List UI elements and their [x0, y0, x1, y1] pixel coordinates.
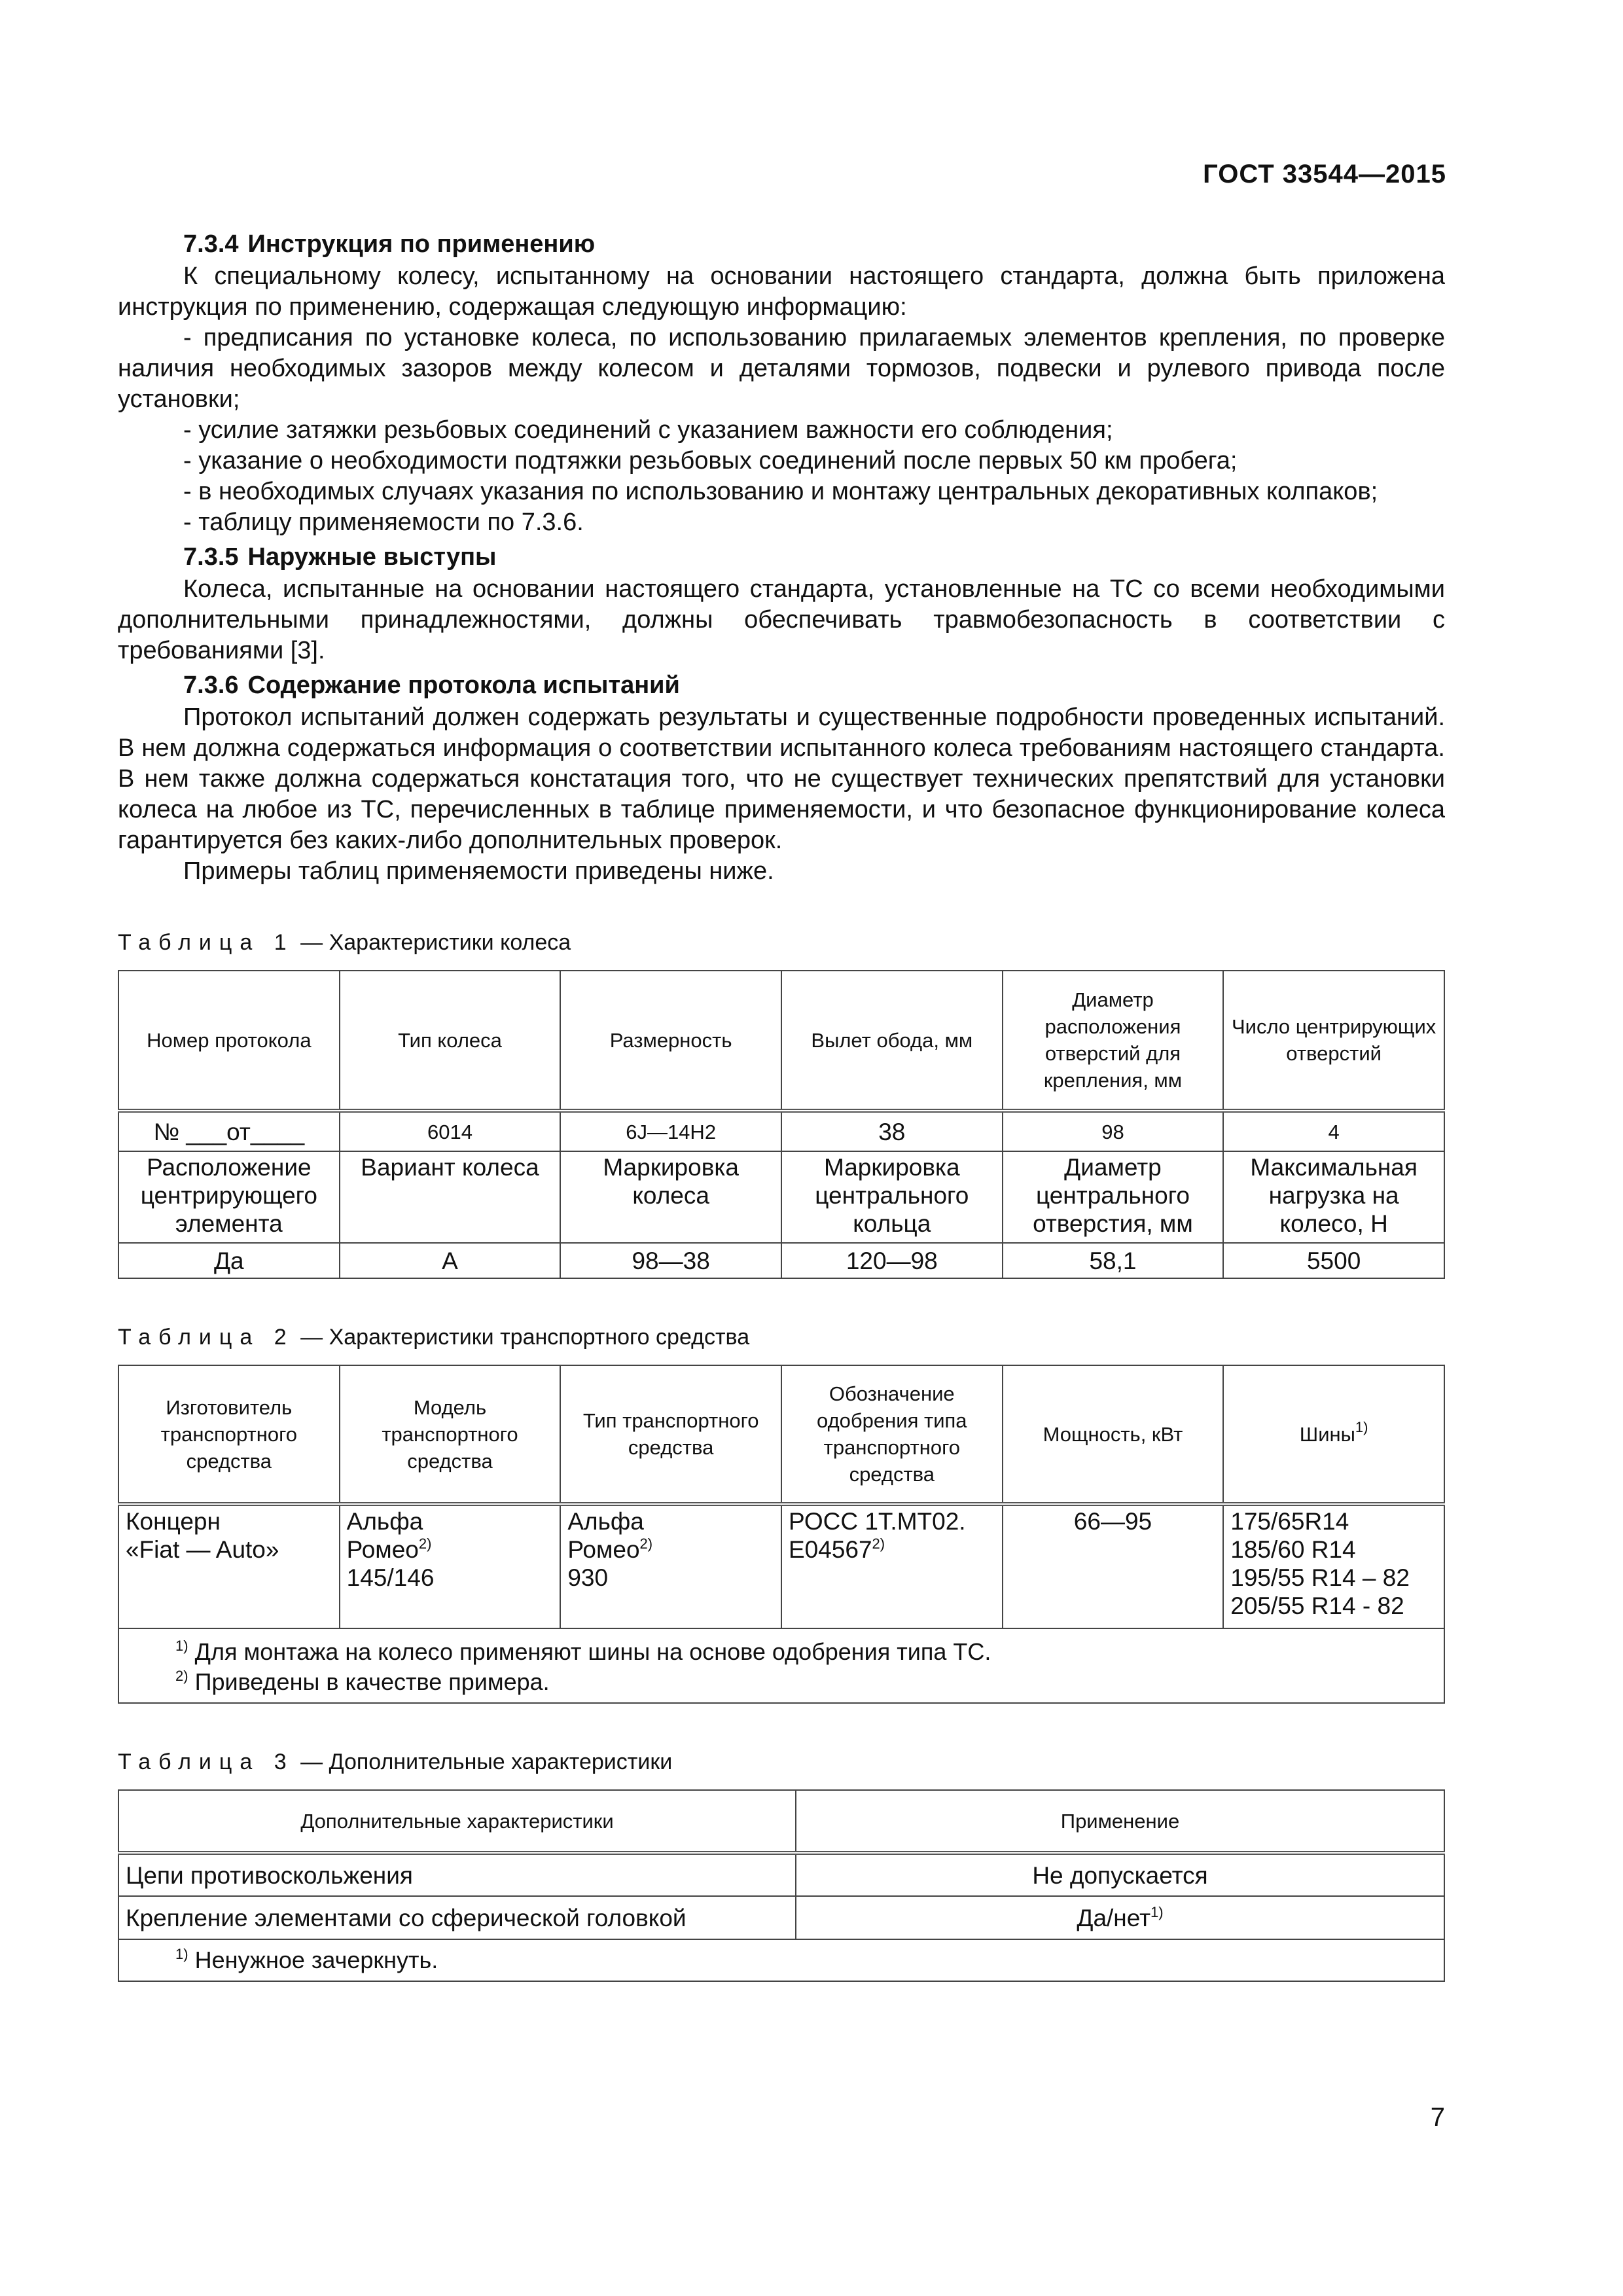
cell-line: РОСС 1Т.МТ02. [788, 1508, 966, 1535]
table-header-cell: Число центрирующих отверстий [1223, 971, 1444, 1111]
table-cell-power: 66—95 [1003, 1504, 1224, 1628]
table-footnote-row [118, 1939, 1444, 1981]
table-header-cell: Диаметр центрального отверстия, мм [1003, 1151, 1224, 1243]
section-title: Наружные выступы [247, 543, 497, 571]
table-header-cell: Номер протокола [118, 971, 340, 1111]
section-number: 7.3.6 [183, 672, 239, 699]
table-header-cell: Вариант колеса [340, 1151, 561, 1243]
table-cell: 6J—14H2 [560, 1111, 781, 1151]
table-title: — Характеристики транспортного средства [300, 1325, 750, 1350]
table-footnotes [118, 1628, 1444, 1703]
cell-line [567, 1535, 774, 1564]
table-header-cell: Тип транспортного средства [560, 1365, 781, 1504]
cell-line: Альфа [346, 1508, 423, 1535]
cell-line: 145/146 [346, 1564, 435, 1591]
table-header-row [118, 1365, 1444, 1504]
paragraph: Примеры таблиц применяемости приведены ниже. [183, 857, 774, 885]
table-header-cell: Маркировка колеса [560, 1151, 781, 1243]
table-title: — Характеристики колеса [300, 930, 571, 955]
table-subheader-row [118, 1151, 1444, 1243]
cell-line: 930 [567, 1564, 609, 1591]
table-caption [118, 1747, 1445, 1778]
table-header-cell: Вылет обода, мм [781, 971, 1003, 1111]
table-header-row [118, 971, 1444, 1111]
table-header-cell: Мощность, кВт [1003, 1365, 1224, 1504]
table-cell: 5500 [1223, 1243, 1444, 1278]
table-header-cell: Маркировка центрального кольца [781, 1151, 1003, 1243]
footnote-mark: 1) [1355, 1418, 1368, 1435]
table-cell: 98—38 [560, 1243, 781, 1278]
cell-line: 185/60 R14 [1230, 1536, 1356, 1563]
approval-code: Е04567 [788, 1536, 872, 1563]
footnote-mark: 2) [639, 1535, 653, 1552]
paragraph: Протокол испытаний должен содержать результаты и существенные подробности проведенных испытаний. В нем должна содержаться информация о соответствии испытанного колеса требованиям настоящего стандарта. В нем также должна содержаться констатация того, что не существует технических препятствий для установки колеса на любое из ТС, перечисленных в таблице применяемости, и что безопасное функционирование колеса гарантируется без каких-либо дополнительных проверок. [118, 704, 1445, 854]
table-cell-tires [1223, 1504, 1444, 1628]
footnote-text: Для монтажа на колесо применяют шины на основе одобрения типа ТС. [194, 1638, 991, 1665]
footnote [175, 1637, 1431, 1667]
footnote-mark: 2) [418, 1535, 432, 1552]
section-title-7-3-6 [118, 670, 1445, 701]
table-header-cell: Максимальная нагрузка на колесо, Н [1223, 1151, 1444, 1243]
table-row [118, 1853, 1444, 1896]
footnote [175, 1667, 1431, 1697]
cell-line: «Fiat — Auto» [126, 1536, 279, 1563]
table-cell: 120—98 [781, 1243, 1003, 1278]
table-label: Таблица 3 [118, 1749, 294, 1774]
footnote-mark: 1) [175, 1946, 188, 1962]
table-cell: Да [118, 1243, 340, 1278]
cell-line: Концерн [126, 1508, 221, 1535]
table-cell: № ___от____ [118, 1111, 340, 1151]
section-number: 7.3.4 [183, 230, 239, 258]
footnote-mark: 2) [175, 1668, 188, 1684]
tires-header: Шины [1299, 1422, 1355, 1446]
table-footnotes [118, 1939, 1444, 1981]
cell-line: 195/55 R14 – 82 [1230, 1564, 1410, 1591]
table-row [118, 1111, 1444, 1151]
list-item: - указание о необходимости подтяжки резьбовых соединений после первых 50 км пробега; [183, 447, 1238, 475]
table-cell-approval [781, 1504, 1003, 1628]
table-cell: 6014 [340, 1111, 561, 1151]
document-id: ГОСТ 33544—2015 [1203, 160, 1446, 188]
paragraph: Колеса, испытанные на основании настоящего стандарта, установленные на ТС со всеми необходимыми дополнительными принадлежностями, должны обеспечивать травмобезопасность в соответствии с требованиями [3]. [118, 575, 1445, 664]
table-header-cell: Дополнительные характеристики [118, 1790, 796, 1853]
page-number: 7 [1430, 2103, 1445, 2132]
list-item: - предписания по установке колеса, по использованию прилагаемых элементов крепления, по проверке наличия необходимых зазоров между колесом и деталями тормозов, подвески и рулевого привода после установки; [118, 324, 1445, 413]
list-item: - таблицу применяемости по 7.3.6. [183, 509, 584, 536]
type-name: Ромео [567, 1536, 640, 1563]
table-caption [118, 1322, 1445, 1353]
section-number: 7.3.5 [183, 543, 239, 571]
cell-line [347, 1535, 554, 1564]
footnote-mark: 1) [175, 1638, 188, 1654]
table-caption [118, 927, 1445, 958]
table-label: Таблица 1 [118, 930, 294, 955]
table-cell: Крепление элементами со сферической головкой [118, 1896, 796, 1939]
footnote-mark: 1) [1150, 1903, 1164, 1920]
cell-line [789, 1535, 995, 1564]
footnote-text: Ненужное зачеркнуть. [194, 1946, 438, 1973]
table-cell-model [340, 1504, 561, 1628]
table-vehicle-characteristics [118, 1365, 1445, 1704]
table-header-row [118, 1790, 1444, 1853]
table-header-cell: Диаметр расположения отверстий для крепления, мм [1003, 971, 1224, 1111]
cell-line: 205/55 R14 - 82 [1230, 1592, 1404, 1619]
section-title: Содержание протокола испытаний [247, 672, 680, 699]
cell-line: 175/65R14 [1230, 1508, 1349, 1535]
table-cell: А [340, 1243, 561, 1278]
table-cell: Цепи противоскольжения [118, 1853, 796, 1896]
footnote-mark: 2) [872, 1535, 885, 1552]
table-row [118, 1896, 1444, 1939]
table-cell-maker [118, 1504, 340, 1628]
table-header-cell: Применение [796, 1790, 1444, 1853]
table-header-cell: Модель транспортного средства [340, 1365, 561, 1504]
table-header-cell: Тип колеса [340, 971, 561, 1111]
table-header-cell: Размерность [560, 971, 781, 1111]
table-header-cell: Обозначение одобрения типа транспортного средства [781, 1365, 1003, 1504]
list-item: - в необходимых случаях указания по использованию и монтажу центральных декоративных колпаков; [183, 478, 1378, 505]
footnote-text: Приведены в качестве примера. [194, 1668, 550, 1695]
table-title: — Дополнительные характеристики [300, 1749, 673, 1774]
paragraph: К специальному колесу, испытанному на основании настоящего стандарта, должна быть приложена инструкция по применению, содержащая следующую информацию: [118, 262, 1445, 321]
table-footnote-row [118, 1628, 1444, 1703]
section-title: Инструкция по применению [247, 230, 596, 258]
table-row [118, 1504, 1444, 1628]
table-additional-characteristics [118, 1789, 1445, 1982]
table-cell: Не допускается [796, 1853, 1444, 1896]
table-cell: 58,1 [1003, 1243, 1224, 1278]
table-row [118, 1243, 1444, 1278]
table-cell: 98 [1003, 1111, 1224, 1151]
table-wheel-characteristics [118, 970, 1445, 1279]
model-name: Ромео [346, 1536, 419, 1563]
table-header-cell: Изготовитель транспортного средства [118, 1365, 340, 1504]
section-title-7-3-5 [118, 542, 1445, 573]
cell-line: Альфа [567, 1508, 644, 1535]
section-title-7-3-4 [118, 229, 1445, 260]
table-cell [796, 1896, 1444, 1939]
table-label: Таблица 2 [118, 1325, 294, 1350]
document-body [118, 229, 1445, 1982]
table-cell: 38 [781, 1111, 1003, 1151]
table-cell-type [560, 1504, 781, 1628]
table-header-cell [1223, 1365, 1444, 1504]
table-cell: 4 [1223, 1111, 1444, 1151]
list-item: - усилие затяжки резьбовых соединений с указанием важности его соблюдения; [183, 416, 1113, 444]
cell-value: Да/нет [1077, 1904, 1151, 1931]
table-header-cell: Расположение центрирующего элемента [118, 1151, 340, 1243]
